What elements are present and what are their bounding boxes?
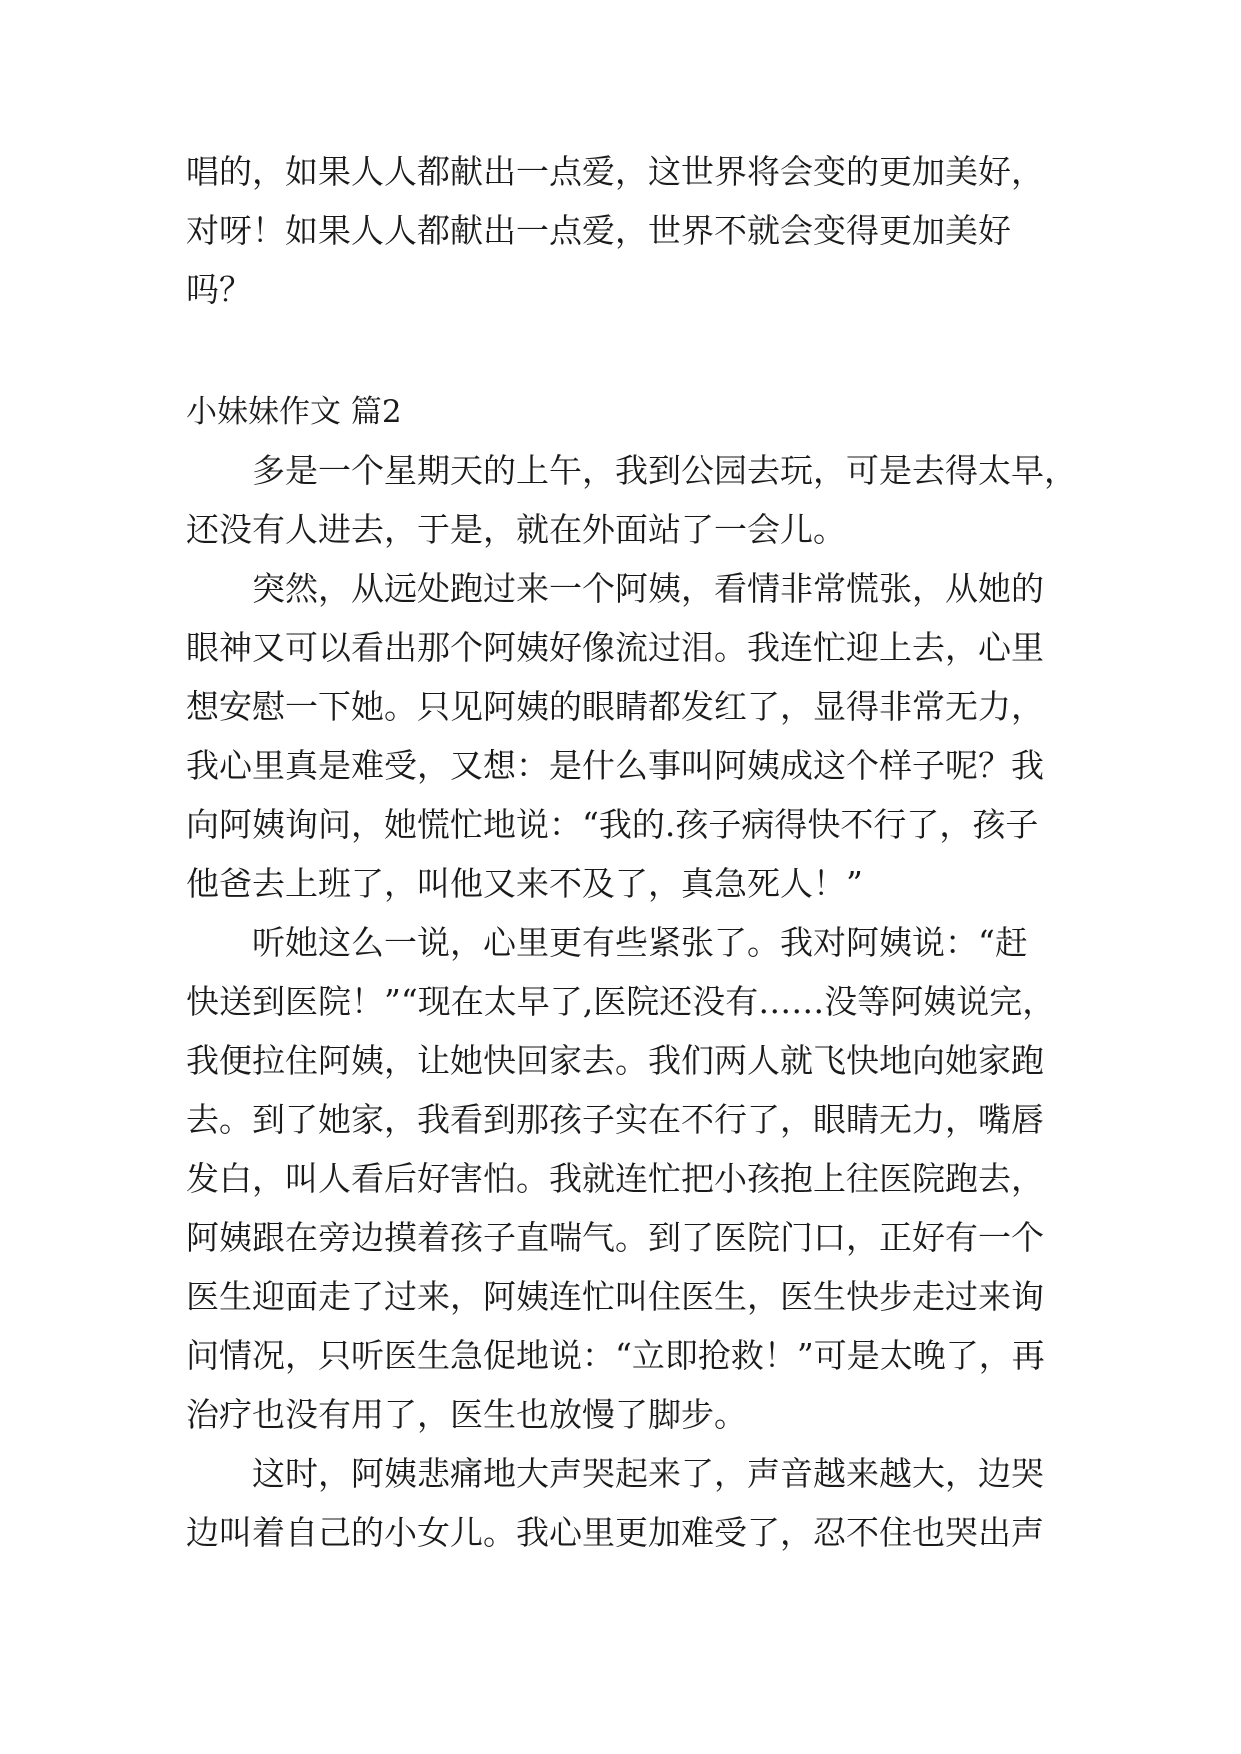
text-line: 发白，叫人看后好害怕。我就连忙把小孩抱上往医院跑去， — [186, 1159, 1044, 1198]
text-line: 医生迎面走了过来，阿姨连忙叫住医生，医生快步走过来询 — [186, 1277, 1044, 1316]
section-heading: 小妹妹作文 篇2 — [186, 394, 402, 430]
text-line: 听她这么一说，心里更有些紧张了。我对阿姨说：“赶 — [186, 923, 1028, 962]
text-line: 对呀！如果人人都献出一点爱，世界不就会变得更加美好 — [186, 211, 1011, 250]
text-line: 阿姨跟在旁边摸着孩子直喘气。到了医院门口，正好有一个 — [186, 1218, 1044, 1257]
text-line: 还没有人进去，于是，就在外面站了一会儿。 — [186, 510, 846, 549]
text-line: 去。到了她家，我看到那孩子实在不行了，眼睛无力，嘴唇 — [186, 1100, 1044, 1139]
text-line: 治疗也没有用了，医生也放慢了脚步。 — [186, 1395, 747, 1434]
text-line: 我便拉住阿姨，让她快回家去。我们两人就飞快地向她家跑 — [186, 1041, 1044, 1080]
text-line: 吗？ — [186, 270, 252, 309]
text-line: 向阿姨询问，她慌忙地说：“我的.孩子病得快不行了，孩子 — [186, 805, 1039, 844]
text-line: 眼神又可以看出那个阿姨好像流过泪。我连忙迎上去，心里 — [186, 628, 1044, 667]
text-line: 唱的，如果人人都献出一点爱，这世界将会变的更加美好， — [186, 152, 1044, 191]
text-line: 他爸去上班了，叫他又来不及了，真急死人！” — [186, 864, 863, 903]
text-line: 快送到医院！”“现在太早了,医院还没有……没等阿姨说完， — [186, 982, 1056, 1021]
text-line: 突然，从远处跑过来一个阿姨，看情非常慌张，从她的 — [186, 569, 1044, 608]
text-line: 这时，阿姨悲痛地大声哭起来了，声音越来越大，边哭 — [186, 1454, 1044, 1493]
text-line: 多是一个星期天的上午，我到公园去玩，可是去得太早， — [186, 451, 1077, 490]
text-line: 边叫着自己的小女儿。我心里更加难受了，忍不住也哭出声 — [186, 1513, 1044, 1552]
text-line: 问情况，只听医生急促地说：“立即抢救！”可是太晚了，再 — [186, 1336, 1045, 1375]
text-line: 我心里真是难受，又想：是什么事叫阿姨成这个样子呢？我 — [186, 746, 1044, 785]
text-line: 想安慰一下她。只见阿姨的眼睛都发红了，显得非常无力， — [186, 687, 1044, 726]
